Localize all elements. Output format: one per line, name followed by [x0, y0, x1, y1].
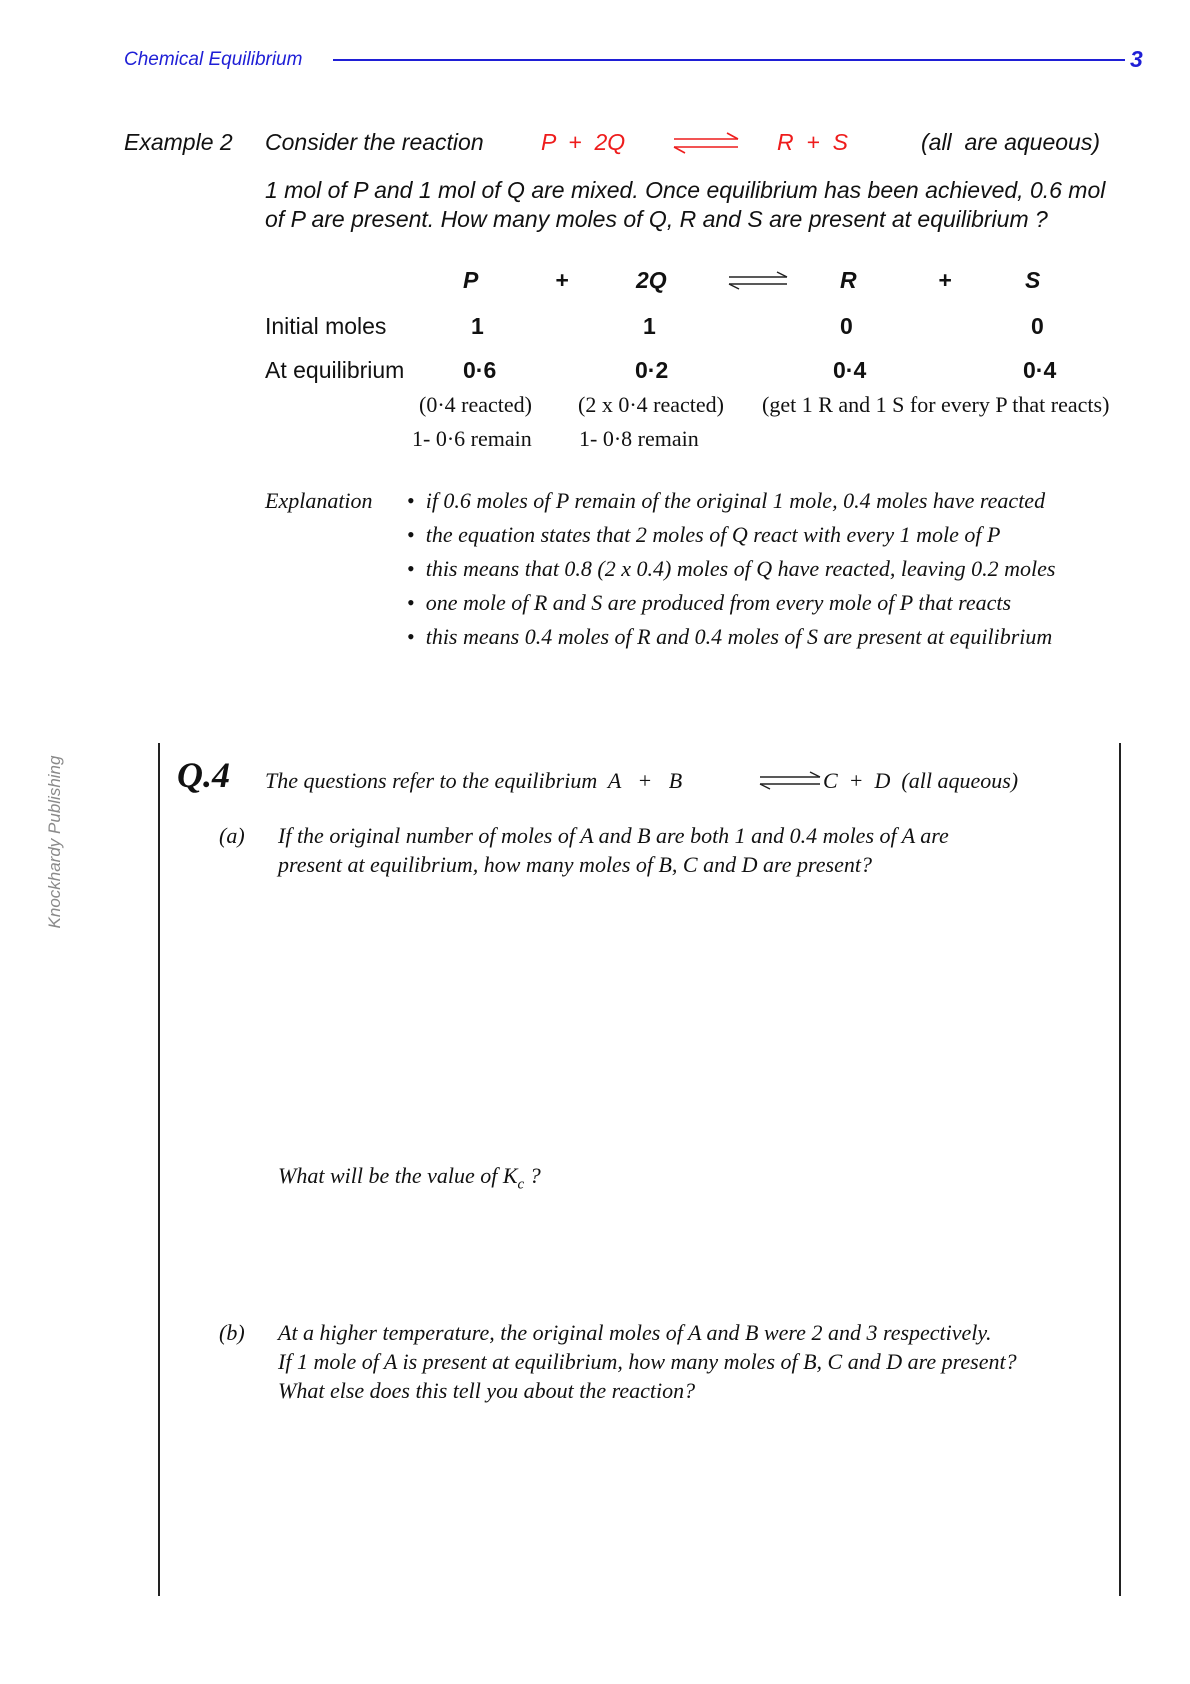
note-p-reacted: (0·4 reacted) — [419, 392, 532, 417]
page-number: 3 — [1130, 46, 1143, 72]
part-b-line2: If 1 mole of A is present at equilibrium, how many moles of B, C and D are present? — [278, 1349, 1017, 1374]
bullet-text: the equation states that 2 moles of Q react with every 1 mole of P — [425, 522, 1001, 547]
species-plus-2: + — [938, 267, 952, 293]
bullet-dot: • — [407, 590, 426, 615]
initial-moles-label: Initial moles — [265, 313, 387, 339]
equation-condition: (all are aqueous) — [921, 129, 1100, 155]
bullet-text: this means 0.4 moles of R and 0.4 moles of S are present at equilibrium — [425, 624, 1053, 649]
equilibrium-arrow-question — [758, 770, 824, 792]
bullet-dot: • — [407, 556, 426, 581]
answer-box-right-border — [1119, 743, 1121, 1596]
kc-suffix: ? — [524, 1163, 541, 1188]
bullet-3 — [407, 556, 1055, 582]
bullet-5 — [407, 624, 1052, 650]
initial-value-s: 0 — [1031, 313, 1044, 339]
part-a-kc-question — [278, 1163, 541, 1193]
species-p: P — [463, 267, 479, 293]
equilibrium-value-q: 0·2 — [635, 357, 669, 383]
note-rs-produced: (get 1 R and 1 S for every P that reacts) — [762, 392, 1110, 417]
species-2q: 2Q — [636, 267, 667, 293]
equilibrium-value-p: 0·6 — [463, 357, 497, 383]
example-intro: Consider the reaction — [265, 129, 484, 155]
note-q-remain: 1- 0·8 remain — [579, 426, 699, 451]
part-b-line1: At a higher temperature, the original moles of A and B were 2 and 3 respectively. — [278, 1320, 992, 1345]
bullet-text: one mole of R and S are produced from every mole of P that reacts — [425, 590, 1012, 615]
species-plus-1: + — [555, 267, 569, 293]
equilibrium-value-r: 0·4 — [833, 357, 867, 383]
equilibrium-label: At equilibrium — [265, 357, 405, 383]
initial-value-p: 1 — [471, 313, 484, 339]
part-b-line3: What else does this tell you about the reaction? — [278, 1378, 696, 1403]
publisher-side-label: Knockhardy Publishing — [45, 755, 64, 929]
part-a-line2: present at equilibrium, how many moles of B, C and D are present? — [278, 852, 872, 877]
equilibrium-value-s: 0·4 — [1023, 357, 1057, 383]
note-q-reacted: (2 x 0·4 reacted) — [578, 392, 724, 417]
bullet-text: if 0.6 moles of P remain of the original 1 mole, 0.4 moles have reacted — [425, 488, 1046, 513]
part-b-label: (b) — [219, 1320, 245, 1345]
initial-value-q: 1 — [643, 313, 656, 339]
kc-prefix: What will be the value of K — [278, 1163, 518, 1188]
question-equation-products: C + D (all aqueous) — [823, 768, 1019, 793]
header-title: Chemical Equilibrium — [124, 49, 303, 70]
equation-products: R + S — [777, 129, 848, 155]
bullet-dot: • — [407, 488, 426, 513]
example-text-line2: of P are present. How many moles of Q, R and S are present at equilibrium ? — [265, 206, 1048, 232]
species-r: R — [840, 267, 857, 293]
note-p-remain: 1- 0·6 remain — [412, 426, 532, 451]
bullet-4 — [407, 590, 1011, 616]
bullet-dot: • — [407, 522, 426, 547]
answer-box-left-border — [158, 743, 160, 1596]
example-label: Example 2 — [124, 129, 233, 155]
part-a-label: (a) — [219, 823, 245, 848]
bullet-2 — [407, 522, 1000, 548]
equation-reactants: P + 2Q — [541, 129, 626, 155]
equilibrium-arrow-red — [672, 132, 742, 154]
part-a-line1: If the original number of moles of A and B are both 1 and 0.4 moles of A are — [278, 823, 949, 848]
question-intro: The questions refer to the equilibrium A + B — [265, 768, 683, 793]
species-s: S — [1025, 267, 1041, 293]
initial-value-r: 0 — [840, 313, 853, 339]
bullet-1 — [407, 488, 1045, 514]
kc-subscript: c — [517, 1176, 525, 1193]
explanation-label: Explanation — [265, 488, 373, 513]
example-text-line1: 1 mol of P and 1 mol of Q are mixed. Once equilibrium has been achieved, 0.6 mol — [265, 177, 1106, 203]
bullet-dot: • — [407, 624, 426, 649]
equilibrium-arrow-table — [727, 270, 791, 292]
question-number: Q.4 — [177, 755, 230, 795]
bullet-text: this means that 0.8 (2 x 0.4) moles of Q have reacted, leaving 0.2 moles — [425, 556, 1056, 581]
header-rule — [333, 59, 1125, 61]
